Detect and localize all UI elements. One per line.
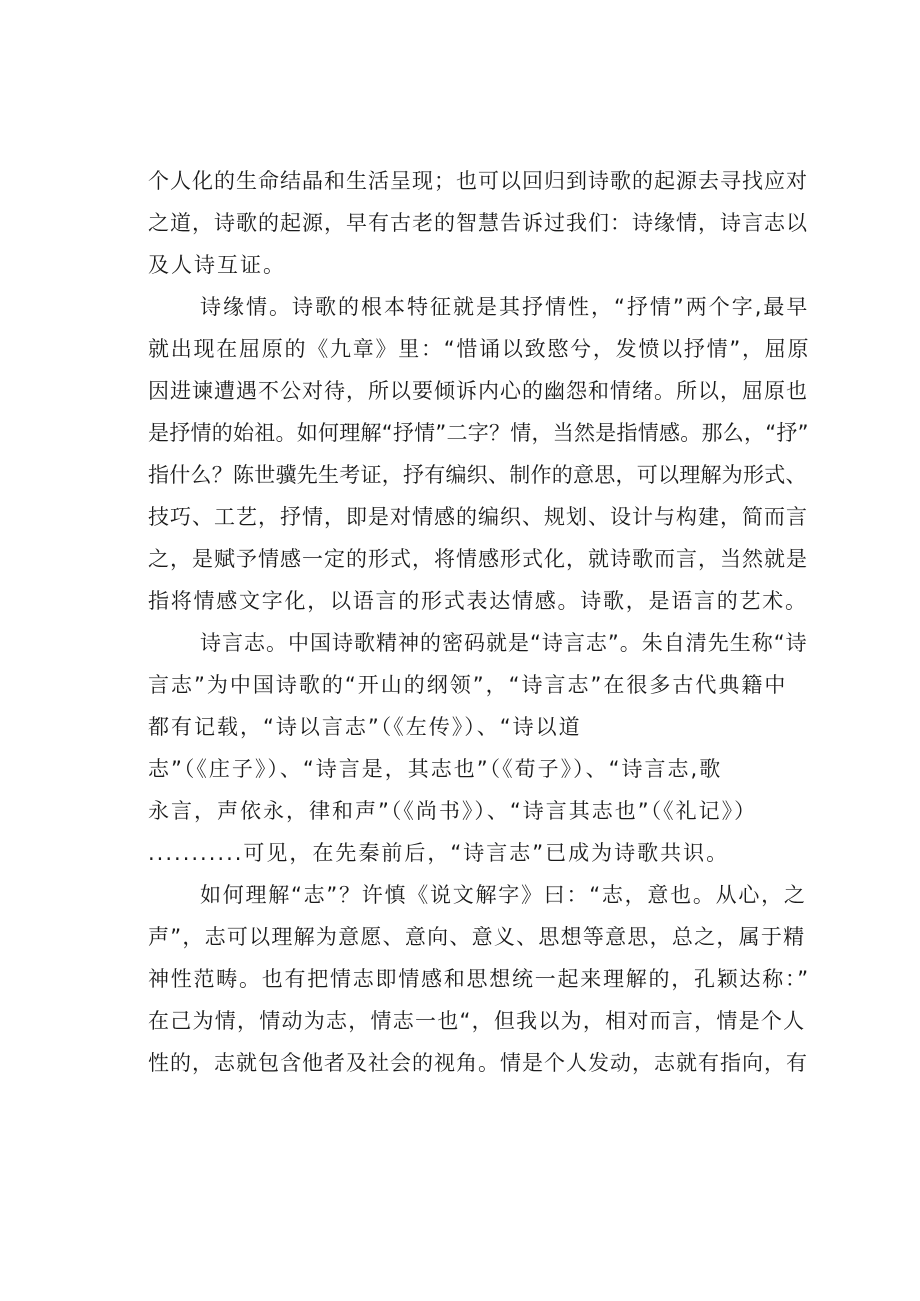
- text-line: 指什么？陈世骥先生考证，抒有编织、制作的意思，可以理解为形式、: [148, 463, 807, 487]
- text-line: 神性范畴。也有把情志即情感和思想统一起来理解的，孔颖达称：”: [148, 967, 810, 991]
- text-line: 性的，志就包含他者及社会的视角。情是个人发动，志就有指向，有: [148, 1051, 808, 1075]
- text-line: 之，是赋予情感一定的形式，将情感形式化，就诗歌而言，当然就是: [148, 547, 808, 571]
- text-line: 指将情感文字化，以语言的形式表达情感。诗歌，是语言的艺术。: [148, 589, 808, 613]
- text-line: 个人化的生命结晶和生活呈现；也可以回归到诗歌的起源去寻找应对: [148, 169, 808, 193]
- text-line: 技巧、工艺，抒情，即是对情感的编织、规划、设计与构建，简而言: [148, 505, 808, 529]
- text-line: 就出现在屈原的《九章》里：“惜诵以致愍兮，发愤以抒情”，屈原: [148, 337, 811, 361]
- text-line: 在己为情，情动为志，情志一也“，但我以为，相对而言，情是个人: [148, 1009, 806, 1033]
- text-line: ...........可见，在先秦前后，“诗言志”已成为诗歌共识。: [148, 841, 730, 865]
- text-line: 永言，声依永，律和声”（《尚书》）、“诗言其志也”（《礼记》）: [148, 799, 758, 823]
- text-line: 及人诗互证。: [148, 253, 286, 277]
- text-line: 言志”为中国诗歌的“开山的纲领”，“诗言志”在很多古代典籍中: [148, 673, 788, 697]
- text-line: 都有记载，“诗以言志”（《左传》）、“诗以道: [148, 715, 582, 739]
- text-line: 之道，诗歌的起源，早有古老的智慧告诉过我们：诗缘情，诗言志以: [148, 211, 808, 235]
- text-line: 是抒情的始祖。如何理解“抒情”二字？情，当然是指情感。那么，“抒”: [148, 421, 809, 445]
- text-line: 志”（《庄子》）、“诗言是，其志也”（《荀子》）、“诗言志,歌: [148, 757, 723, 781]
- text-line: 声”，志可以理解为意愿、意向、意义、思想等意思，总之，属于精: [148, 925, 806, 949]
- paragraph-first-line: 如何理解“志”？许慎《说文解字》曰：“志，意也。从心，之: [200, 883, 807, 907]
- paragraph-first-line: 诗言志。中国诗歌精神的密码就是“诗言志”。朱自清先生称“诗: [200, 631, 808, 655]
- text-line: 因进谏遭遇不公对待，所以要倾诉内心的幽怨和情绪。所以，屈原也: [148, 379, 808, 403]
- paragraph-first-line: 诗缘情。诗歌的根本特征就是其抒情性，“抒情”两个字,最早: [200, 295, 810, 319]
